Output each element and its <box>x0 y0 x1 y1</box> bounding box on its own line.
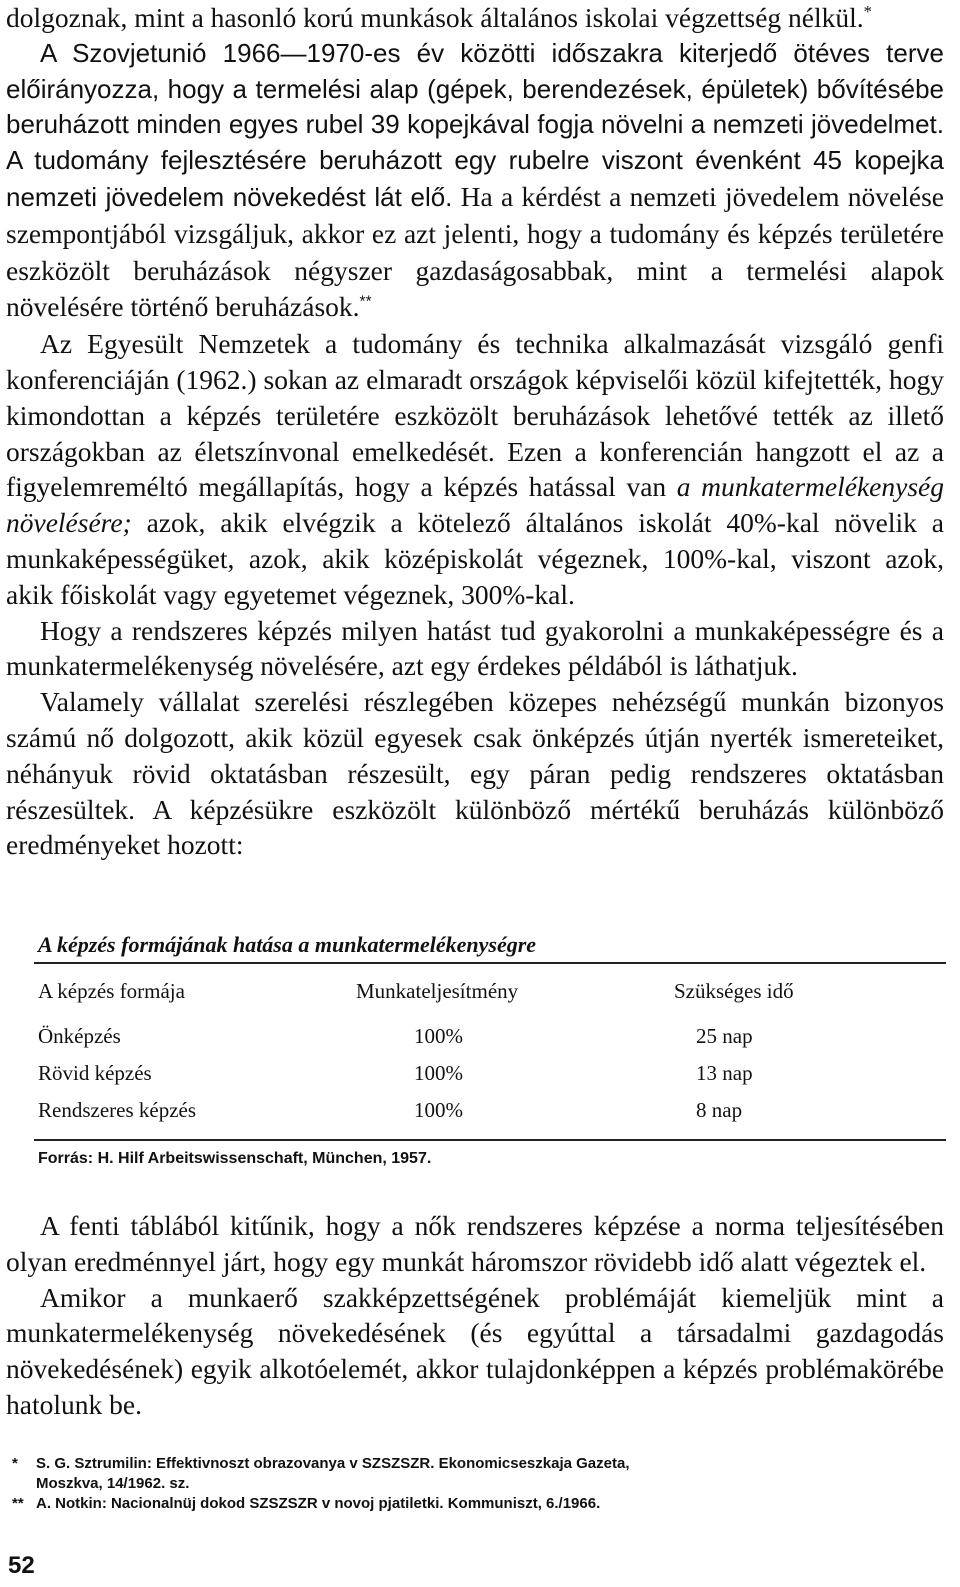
table-cell: Rövid képzés <box>38 1061 152 1085</box>
page-number: 52 <box>8 1552 35 1579</box>
footnote-1-continuation: Moszkva, 14/1962. sz. <box>36 1475 190 1492</box>
table-row <box>38 1018 794 1055</box>
table-cell: Önképzés <box>38 1024 121 1048</box>
column-header: A képzés formája <box>38 978 185 1003</box>
table-header-row <box>38 964 794 1018</box>
footnote-mark: * <box>863 1 872 21</box>
footnote-mark: ** <box>12 1495 24 1512</box>
column-header: Munkateljesítmény <box>356 978 519 1003</box>
table-cell: 100% <box>414 1098 463 1122</box>
body-text-bottom <box>6 1208 944 1423</box>
table-title: A képzés formájának hatása a munkatermelékenységre <box>38 932 537 957</box>
table-cell: 100% <box>414 1061 463 1085</box>
emphasis-text: a munkatermelékenység növelésére; <box>6 471 944 539</box>
paragraph-skills-problem: Amikor a munkaerő szakképzettségének problémáját kiemeljük mint a munkatermelékenység növekedésének (és egyúttal a társadalmi gazdagodás növekedésének) egyik alkotóelemét, akkor tulajdonképpen a képzés problémakörébe hatolunk be. <box>6 1281 944 1420</box>
table-cell: Rendszeres képzés <box>38 1098 197 1122</box>
footnotes <box>12 1454 942 1514</box>
column-header: Szükséges idő <box>674 978 794 1003</box>
paragraph-factory-example: Valamely vállalat szerelési részlegében közepes nehézségű munkán bizonyos számú nő dolgozott, akik közül egyesek csak önképzés útján nyerték ismereteiket, néhányuk rövid oktatásban részesült, egy páran pedig rendszeres oktatásban részesültek. A képzésükre eszközölt különböző mértékű beruházás különböző eredményeket hozott: <box>6 686 944 861</box>
training-table <box>0 928 946 1177</box>
table-cell: 13 nap <box>696 1061 753 1085</box>
table-row <box>38 1092 794 1129</box>
table-source: Forrás: H. Hilf Arbeitswissenschaft, München, 1957. <box>38 1150 432 1167</box>
paragraph-un-conference: Az Egyesült Nemzetek a tudomány és technika alkalmazását vizsgáló genfi konferenciáján (1962.) sokan az elmaradt országok képviselői közül kifejtették, hogy kimondottan a képzés területére eszközölt beruházások lehetővé tették az illető országokban az életszínvonal emelkedését. Ezen a konferencián hangzott el az a figyelemreméltó megállapítás, hogy a képzés hatással van a munkatermelékenység növelésére; azok, akik elvégzik a kötelező általános iskolát 40%-kal növelik a munkaképességüket, azok, akik középiskolát végeznek, 100%-kal, viszont azok, akik főiskolát vagy egyetemet végeznek, 300%-kal. <box>6 328 944 610</box>
table-cell: 8 nap <box>696 1098 743 1122</box>
paragraph-continuation: dolgoznak, mint a hasonló korú munkások általános iskolai végzettség nélkül.* <box>6 1 872 33</box>
footnote-mark: ** <box>359 293 372 311</box>
footnote-1: * S. G. Sztrumilin: Effektivnoszt obrazovanya v SZSZSZR. Ekonomicseszkaja Gazeta, <box>12 1455 630 1472</box>
data-table <box>38 964 794 1129</box>
table-cell: 25 nap <box>696 1024 753 1048</box>
table-row <box>38 1055 794 1092</box>
paragraph-example-intro: Hogy a rendszeres képzés milyen hatást tud gyakorolni a munkaképességre és a munkatermelékenység növelésére, azt egy érdekes példából is láthatjuk. <box>6 614 944 682</box>
paragraph-soviet-plan: A Szovjetunió 1966—1970-es év közötti időszakra kiterjedő ötéves terve előirányozza, hogy a termelési alap (gépek, berendezések, épületek) bővítésébe beruházott minden egyes rubel 39 kopejkával fogja növelni a nemzeti jövedelmet. A tudomány fejlesztésére beruházott egy rubelre viszont évenként 45 kopejka nemzeti jövedelem növekedést lát elő. Ha a kérdést a nemzeti jövedelem növelése szempontjából vizsgáljuk, akkor ez azt jelenti, hogy a tudomány és képzés területére eszközölt beruházások négyszer gazdaságosabbak, mint a termelési alapok növelésére történő beruházások.** <box>6 37 944 323</box>
table-cell: 100% <box>414 1024 463 1048</box>
paragraph-table-conclusion: A fenti táblából kitűnik, hogy a nők rendszeres képzése a norma teljesítésében olyan eredménnyel járt, hogy egy munkát háromszor rövidebb idő alatt végeztek el. <box>6 1210 944 1277</box>
footnote-2: ** A. Notkin: Nacionalnüj dokod SZSZSZR v novoj pjatiletki. Kommuniszt, 6./1966. <box>12 1495 601 1512</box>
body-text-top <box>6 0 944 863</box>
footnote-mark: * <box>12 1455 18 1472</box>
